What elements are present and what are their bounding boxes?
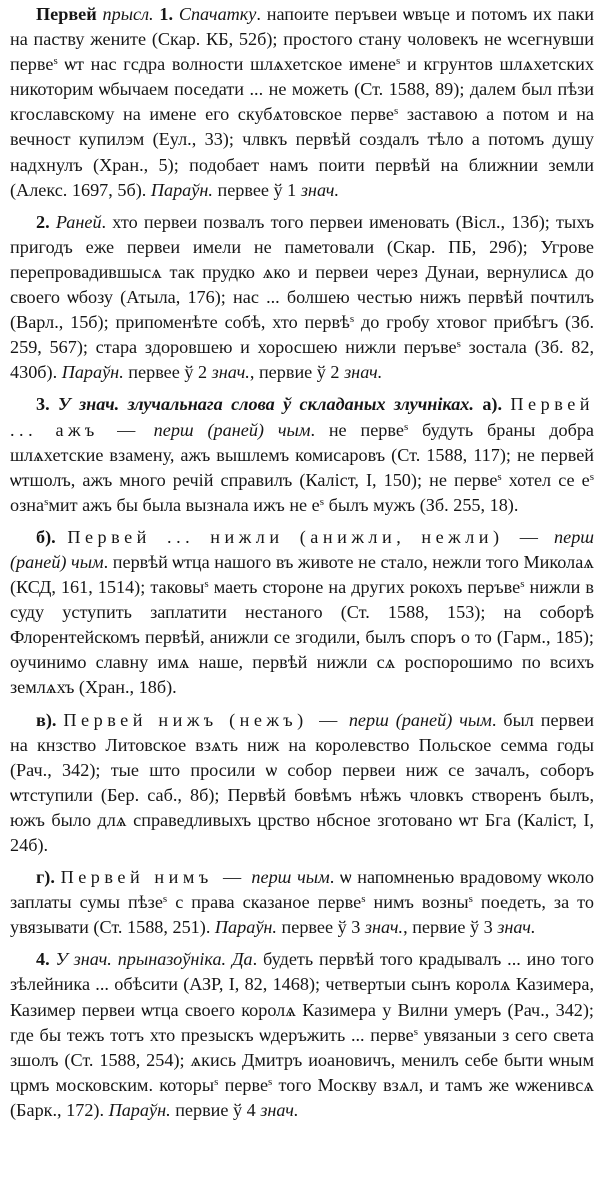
superscript: s: [44, 495, 49, 508]
superscript: s: [53, 55, 58, 68]
subsense-v-citations: . был первеи на кнзство Литовское взѧть ниж на королевство Польское семма годы (Рач., 342); тые што просили ѡ собор первеи ниж се зачалъ, соборъ ѡтступили (Бер. саб., 8б); Первѣй бовѣмъ нѣжъ чловкъ створенъ былъ, южъ было длѧ справедливыхъ црство нбсное зготовано ѡт Бга (Каліст, І, 24б).: [10, 709, 594, 855]
part-of-speech: прысл.: [102, 4, 154, 24]
superscript: s: [319, 495, 325, 508]
superscript: s: [403, 420, 409, 433]
subsense-v-label: в).: [36, 709, 57, 730]
parallel-text: первее ў 2: [123, 362, 212, 383]
sense-1-citations-cont: ѡт нас гсдра волности шлѧхетское имене: [57, 54, 396, 75]
superscript: s: [520, 578, 525, 591]
subsense-b-citations-cont: маеть стороне на других рокохъ перъве: [208, 577, 521, 598]
superscript: s: [162, 893, 168, 906]
parallel-label: Параўн.: [214, 917, 277, 938]
parallel-znach: знач.: [260, 1099, 299, 1120]
parallel-text: , первие ў 2: [249, 362, 345, 383]
subsense-b-meaning: перш (раней) чым: [10, 526, 595, 572]
parallel-znach: знач.: [364, 917, 404, 938]
sense-3a-paragraph: [10, 392, 594, 517]
parallel-text: , первие ў 3: [403, 917, 498, 938]
subsense-g-citations: . ѡ напомненью врадовому ѡколо заплаты сумы пѣзе: [10, 867, 594, 913]
headword: Первей: [36, 4, 97, 24]
sense-3b-paragraph: [10, 525, 594, 701]
superscript: s: [589, 470, 594, 483]
superscript: s: [349, 313, 355, 326]
sense-1-citations-cont: и кгрунтов шлѧхетских никоторим ѡбычаем поседати ... не можеть (Ст. 1588, 89); далем был пѣзи кгославскому на имене его скубѧтовское перве: [10, 54, 594, 125]
sense-1-gloss: Спачатку: [178, 4, 257, 24]
superscript: s: [393, 105, 399, 118]
subsense-a-meaning: перш (раней) чым: [153, 419, 311, 440]
sense-3-gloss: У знач. злучальнага слова ў складаных злучніках.: [58, 394, 474, 415]
parallel-text: первие ў 4: [170, 1099, 261, 1120]
subsense-a-citations-cont: былъ мужъ (Зб. 255, 18).: [324, 494, 519, 515]
superscript: s: [214, 1075, 219, 1088]
subsense-a-citations-cont: мит ажъ бы была вызнала ижъ не е: [48, 494, 320, 515]
sense-2-number: 2.: [36, 211, 50, 232]
subsense-a-label: а).: [482, 394, 503, 415]
parallel-znach: знач.: [300, 179, 340, 200]
subsense-g-phrase: Первей нимъ —: [60, 867, 246, 888]
subsense-g-citations-cont: поедеть, за то увязывати (Ст. 1588, 251).: [10, 892, 594, 938]
sense-4-paragraph: [10, 947, 594, 1123]
sense-4-citations-cont: того Москву взѧл, и тамъ же ѡженивсѧ (Барк., 172).: [10, 1074, 595, 1120]
parallel-label: Параўн.: [61, 362, 124, 383]
parallel-label: Параўн.: [150, 179, 213, 200]
sense-4-gloss: У знач. прыназоўніка. Да: [55, 949, 253, 970]
sense-1-paragraph: [10, 2, 594, 203]
subsense-b-phrase: Первей ... нижли (анижли, нежли) —: [67, 526, 543, 547]
superscript: s: [413, 1025, 418, 1038]
sense-2-citations-cont: зостала (Зб. 82, 430б).: [10, 337, 594, 383]
subsense-a-citations-cont: хотел се е: [501, 469, 590, 490]
subsense-g-label: г).: [36, 867, 55, 888]
sense-2-gloss: Раней: [55, 211, 102, 232]
subsense-a-citations-cont: будуть браны добра шлѧхетские взамену, ажъ вышлемъ комисаровъ (Ст. 1588, 117); не первей ѡтшолъ, ажъ много речій справилъ (Каліст, І, 150); не перве: [10, 419, 594, 490]
subsense-a-phrase: Первей ... ажъ —: [10, 394, 595, 440]
parallel-znach: знач.: [497, 917, 536, 938]
sense-4-citations-cont: увязаныи з сего света зшолъ (Ст. 1588, 254); ѧкись Дмитръ иоановичъ, менилъ себе быти ѡным црмъ московским. которы: [10, 1024, 594, 1095]
sense-1-number: 1.: [159, 4, 174, 24]
sense-4-citations: . будеть первѣй того крадывалъ ... ино того зѣлейника ... обѣсити (АЗР, І, 82, 1468); четвертыи сынъ королѧ Казимера, Казимер первеи ѡтца своего королѧ Казимера у Вилни умеръ (Рач., 342); где бы тежъ тотъ хто презыскъ ѡдеръжить ... перве: [10, 949, 594, 1045]
sense-4-number: 4.: [36, 949, 50, 970]
superscript: s: [456, 338, 461, 351]
parallel-znach: знач.: [211, 362, 250, 383]
sense-1-citations-cont: заставою а потом и на вечност купилэм (Еул., 33); члвкъ первѣй создалъ тѣло а потомъ душу надхнулъ (Хран., 5); подобает намъ поити первѣй на ближнии земли (Алекс. 1697, 5б).: [10, 104, 594, 200]
parallel-text: первее ў 3: [276, 917, 365, 938]
subsense-a-citations: . не перве: [310, 419, 404, 440]
superscript: s: [361, 893, 366, 906]
sense-3-number: 3.: [36, 394, 50, 415]
subsense-g-citations-cont: с права сказаное перве: [167, 892, 362, 913]
parallel-label: Параўн.: [108, 1099, 171, 1120]
sense-3v-paragraph: [10, 708, 594, 859]
subsense-g-meaning: перш чым: [251, 867, 330, 888]
subsense-g-citations-cont: нимъ возны: [365, 892, 469, 913]
subsense-v-meaning: перш (раней) чым: [348, 709, 492, 730]
superscript: s: [268, 1075, 273, 1088]
sense-2-citations: . хто первеи позвалъ того первеи именовать (Вісл., 13б); тыхъ пригодъ еже первеи имели не паметовали (Скар. ПБ, 29б); Угрове перепровадившысѧ так прудко ѧко и первеи через Дунаи, вернулисѧ до своего ѡбозу (Атыла, 176); нас ... болшею честью нижъ первѣй почтилъ (Варл., 15б); припоменѣте собѣ, хто первѣ: [10, 211, 594, 333]
parallel-znach: знач.: [344, 362, 383, 383]
superscript: s: [396, 55, 401, 68]
subsense-v-phrase: Первей нижъ (нежъ) —: [63, 709, 342, 730]
subsense-b-label: б).: [36, 526, 56, 547]
sense-1-citations: . напоите перъвеи ѡвъце и потомъ их паки на паству жените (Скар. КБ, 52б); простого стану чоловекъ не ѡсегнувши перве: [10, 4, 594, 75]
superscript: s: [497, 470, 502, 483]
subsense-b-citations-cont: нижли в суду уступить заплатити нестаного (Ст. 1588, 153); на соборѣ Флорентейскомъ первѣй, анижли се згодили, былъ споръ о то (Гарм., 185); оучинимо славну имѧ наше, первѣй нижли сѧ роспорошимо по всихъ землѧхъ (Хран., 18б).: [10, 577, 594, 698]
superscript: s: [468, 893, 473, 906]
superscript: s: [204, 578, 209, 591]
sense-2-paragraph: [10, 210, 594, 386]
sense-3g-paragraph: [10, 865, 594, 940]
subsense-b-citations: . первѣй ѡтца нашого въ животе не стало, нежли того Миколаѧ (КСД, 161, 1514); таковы: [10, 551, 594, 598]
sense-4-citations-cont: перве: [218, 1074, 269, 1095]
subsense-a-citations-cont: озна: [10, 494, 45, 515]
parallel-text: первее ў 1: [212, 179, 301, 200]
sense-2-citations-cont: до гробу хтовог прибѣгъ (Зб. 259, 567); стара здоровшею и хоросшею нижли перъве: [10, 312, 594, 358]
